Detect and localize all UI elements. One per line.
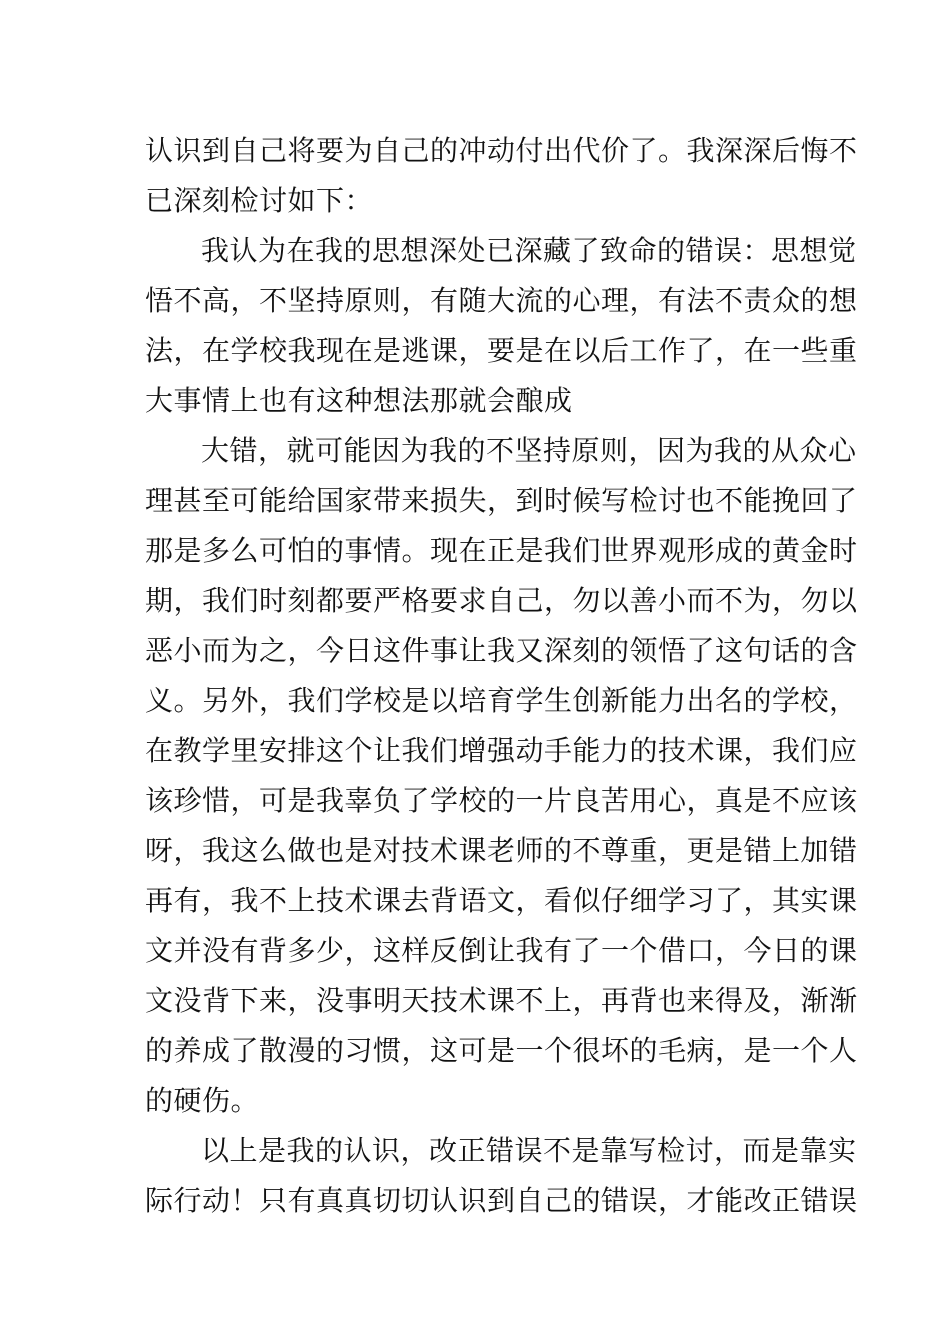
text-line: 文并没有背多少，这样反倒让我有了一个借口，今日的课 xyxy=(145,934,858,967)
text-line: 该珍惜，可是我辜负了学校的一片良苦用心，真是不应该 xyxy=(145,784,858,817)
text-line: 理甚至可能给国家带来损失，到时候写检讨也不能挽回了 xyxy=(145,484,858,517)
text-line: 悟不高，不坚持原则，有随大流的心理，有法不责众的想 xyxy=(145,284,858,317)
text-line: 呀，我这么做也是对技术课老师的不尊重，更是错上加错 xyxy=(145,834,858,867)
text-line: 那是多么可怕的事情。现在正是我们世界观形成的黄金时 xyxy=(145,534,858,567)
text-line: 再有，我不上技术课去背语文，看似仔细学习了，其实课 xyxy=(145,884,858,917)
paragraph-first-line: 我认为在我的思想深处已深藏了致命的错误：思想觉 xyxy=(201,234,857,267)
text-line: 大事情上也有这种想法那就会酿成 xyxy=(145,384,573,417)
text-line: 在教学里安排这个让我们增强动手能力的技术课，我们应 xyxy=(145,734,858,767)
text-line: 文没背下来，没事明天技术课不上，再背也来得及，渐渐 xyxy=(145,984,858,1017)
paragraph-first-line: 大错，就可能因为我的不坚持原则，因为我的从众心 xyxy=(201,434,857,467)
text-line: 的养成了散漫的习惯，这可是一个很坏的毛病，是一个人 xyxy=(145,1034,858,1067)
text-line: 际行动！只有真真切切认识到自己的错误，才能改正错误 xyxy=(145,1184,858,1217)
text-line: 的硬伤。 xyxy=(145,1084,260,1117)
text-line: 认识到自己将要为自己的冲动付出代价了。我深深后悔不 xyxy=(145,134,858,167)
text-line: 已深刻检讨如下： xyxy=(145,184,374,217)
text-line: 义。另外，我们学校是以培育学生创新能力出名的学校， xyxy=(145,684,858,717)
text-line: 期，我们时刻都要严格要求自己，勿以善小而不为，勿以 xyxy=(145,584,858,617)
text-line: 法，在学校我现在是逃课，要是在以后工作了，在一些重 xyxy=(145,334,858,367)
paragraph-first-line: 以上是我的认识，改正错误不是靠写检讨，而是靠实 xyxy=(201,1134,857,1167)
document-body xyxy=(145,126,858,1226)
text-line: 恶小而为之，今日这件事让我又深刻的领悟了这句话的含 xyxy=(145,634,858,667)
